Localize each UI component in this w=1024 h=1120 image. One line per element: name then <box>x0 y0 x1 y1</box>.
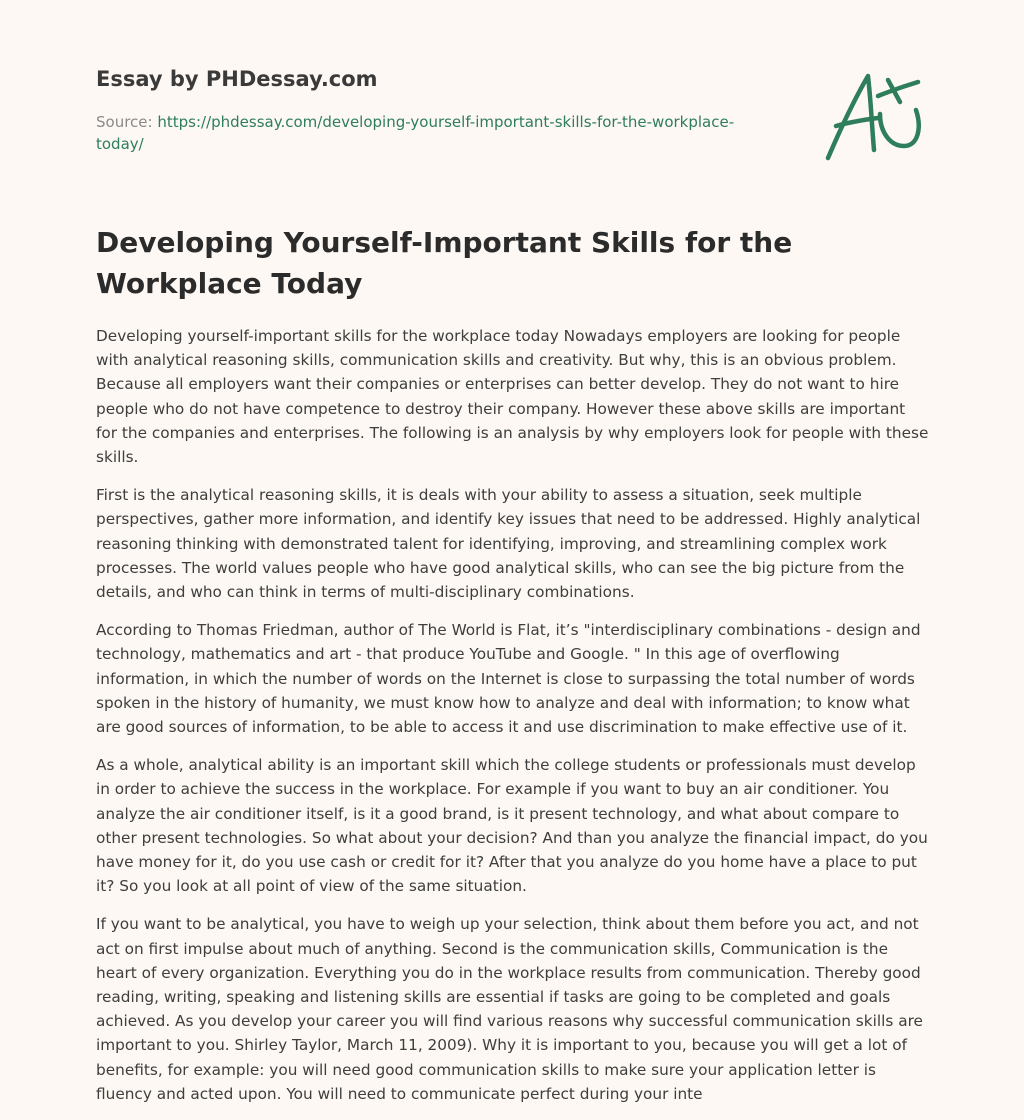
essay-paragraph: As a whole, analytical ability is an important skill which the college students or professionals must develop in order to achieve the success in the workplace. For example if you want to buy an air conditioner. You analyze the air conditioner itself, is it a good brand, is it present technology, and what about compare to other present technologies. So what about your decision? And than you analyze the financial impact, do you have money for it, do you use cash or credit for it? After that you analyze do you home have a place to put it? So you look at all point of view of the same situation. <box>96 756 928 896</box>
source-label: Source: <box>96 113 153 131</box>
essay-title: Developing Yourself-Important Skills for the Workplace Today <box>96 226 793 300</box>
source-line <box>96 111 756 155</box>
essay-paragraph: According to Thomas Friedman, author of The World is Flat, it’s "interdisciplinary combinations - design and technology, mathematics and art - that produce YouTube and Google. " In this age of overflowing information, in which the number of words on the Internet is close to surpassing the total number of words spoken in the history of humanity, we must know how to analyze and deal with information; to know what are good sources of information, to be able to access it and use discrimination to make effective use of it. <box>96 621 921 737</box>
essay-paragraph: If you want to be analytical, you have to weigh up your selection, think about them before you act, and not act on first impulse about much of anything. Second is the communication skills, Communication is the heart of every organization. Everything you do in the workplace results from communication. Thereby good reading, writing, speaking and listening skills are essential if tasks are going to be completed and goals achieved. As you develop your career you will find various reasons why successful communication skills are important to you. Shirley Taylor, March 11, 2009). Why it is important to you, because you will get a lot of benefits, for example: you will need good communication skills to make sure your application letter is fluency and acted upon. You will need to communicate perfect during your inte <box>96 915 923 1103</box>
source-link[interactable]: https://phdessay.com/developing-yourself-important-skills-for-the-workplace-today/ <box>96 113 735 153</box>
essay-paragraph: First is the analytical reasoning skills, it is deals with your ability to assess a situation, seek multiple perspectives, gather more information, and identify key issues that need to be addressed. Highly analytical reasoning thinking with demonstrated talent for identifying, improving, and streamlining complex work processes. The world values people who have good analytical skills, who can see the big picture from the details, and who can think in terms of multi-disciplinary combinations. <box>96 486 921 602</box>
a-plus-grade-icon <box>822 66 926 166</box>
essay-body <box>96 324 930 1120</box>
essay-paragraph: Developing yourself-important skills for the workplace today Nowadays employers are looking for people with analytical reasoning skills, communication skills and creativity. But why, this is an obvious problem. Because all employers want their companies or enterprises can better develop. They do not want to hire people who do not have competence to destroy their company. However these above skills are important for the companies and enterprises. The following is an analysis by why employers look for people with these skills. <box>96 327 929 467</box>
site-brand: Essay by PHDessay.com <box>96 67 378 91</box>
